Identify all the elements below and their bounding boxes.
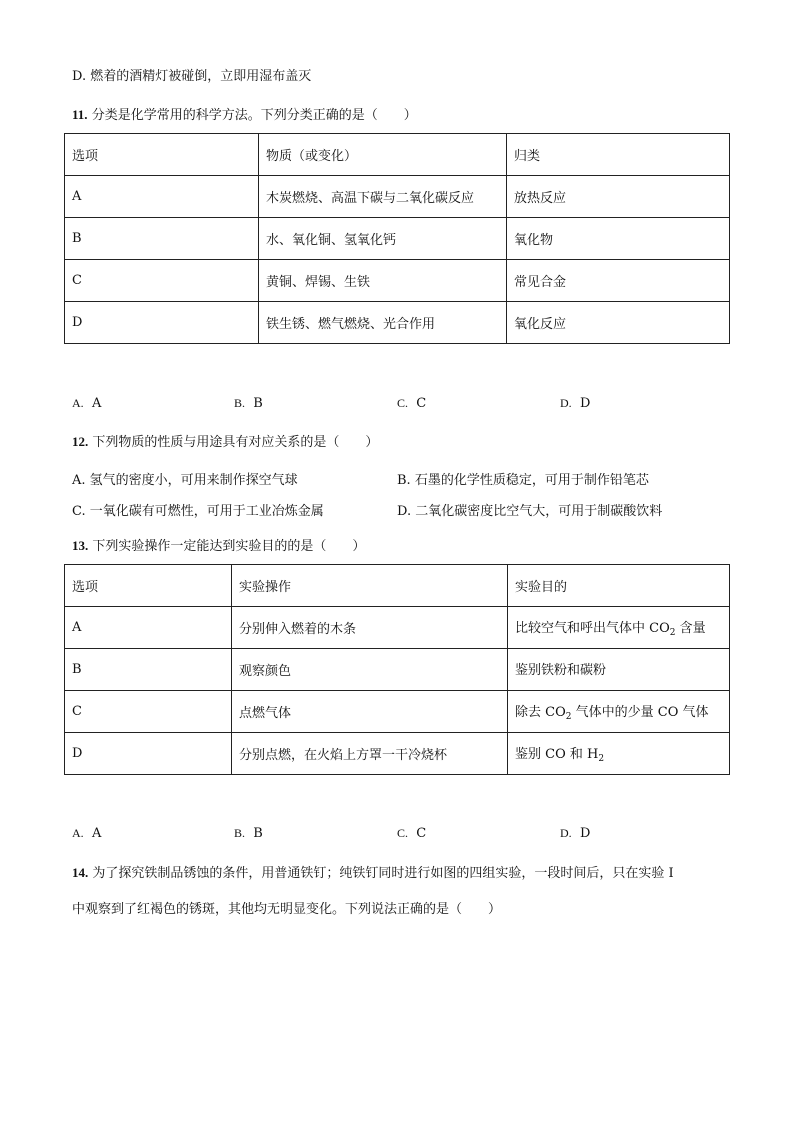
table-cell: B (65, 218, 259, 260)
table-header: 归类 (507, 134, 730, 176)
choice-letter: D. (560, 826, 572, 840)
table-header-row (65, 565, 730, 607)
choice-a[interactable] (72, 396, 101, 411)
table-cell: A (65, 607, 232, 649)
q13-table (64, 564, 730, 775)
table-row (65, 176, 730, 218)
question-number: 14. (72, 865, 89, 880)
question-number: 13. (72, 538, 89, 553)
choice-text: C (416, 396, 427, 411)
table-cell: 氧化物 (507, 218, 730, 260)
choice-text: B (253, 826, 263, 841)
table-cell: 比较空气和呼出气体中 $CO_2$ 含量 (508, 607, 730, 649)
table-row (65, 649, 730, 691)
choice-letter: B. (234, 396, 246, 410)
table-row (65, 260, 730, 302)
choice-text: B (253, 396, 263, 411)
choice-letter: B. (234, 826, 246, 840)
choice-a[interactable]: A. 氢气的密度小，可用来制作探空气球 (72, 473, 298, 488)
choice-text: D (579, 396, 591, 411)
table-cell: 鉴别 CO 和 $H_2$ (508, 733, 730, 775)
choice-letter: C. (397, 826, 409, 840)
choice-text: D (579, 826, 591, 841)
table-cell: 鉴别铁粉和碳粉 (508, 649, 730, 691)
table-row (65, 607, 730, 649)
question-text: 下列实验操作一定能达到实验目的的是（ ） (92, 539, 366, 554)
choice-letter: D. (560, 396, 572, 410)
table-header: 物质（或变化） (259, 134, 507, 176)
table-cell: C (65, 260, 259, 302)
table-cell: 分别伸入燃着的木条 (232, 607, 508, 649)
choice-d[interactable]: D. 二氧化碳密度比空气大，可用于制碳酸饮料 (397, 504, 663, 519)
q12-stem (72, 431, 378, 450)
q13-stem (72, 535, 365, 554)
choice-a[interactable] (72, 826, 101, 841)
choice-c[interactable]: C. 一氧化碳有可燃性，可用于工业冶炼金属 (72, 504, 324, 519)
table-cell: 黄铜、焊锡、生铁 (259, 260, 507, 302)
table-cell: A (65, 176, 259, 218)
table-header-row (65, 134, 730, 176)
question-text: 分类是化学常用的科学方法。下列分类正确的是（ ） (91, 108, 417, 123)
table-row (65, 691, 730, 733)
table-header: 实验操作 (232, 565, 508, 607)
table-cell: 分别点燃，在火焰上方罩一干冷烧杯 (232, 733, 508, 775)
question-text: 为了探究铁制品锈蚀的条件，用普通铁钉；纯铁钉同时进行如图的四组实验，一段时间后，只在实验 I (92, 866, 674, 881)
question-number: 12. (72, 434, 89, 449)
question-text: 下列物质的性质与用途具有对应关系的是（ ） (92, 435, 379, 450)
choice-d[interactable] (560, 396, 590, 411)
table-cell: 木炭燃烧、高温下碳与二氧化碳反应 (259, 176, 507, 218)
table-cell: 放热反应 (507, 176, 730, 218)
table-cell: D (65, 733, 232, 775)
question-number: 11. (72, 107, 88, 122)
table-cell: 铁生锈、燃气燃烧、光合作用 (259, 302, 507, 344)
choice-letter: C. (397, 396, 409, 410)
choice-letter: A. (72, 396, 84, 410)
choice-c[interactable] (397, 826, 426, 841)
q10-option-d: D. 燃着的酒精灯被碰倒，立即用湿布盖灭 (72, 69, 312, 84)
choice-b[interactable] (234, 396, 263, 411)
table-row (65, 733, 730, 775)
choice-text: C (416, 826, 427, 841)
choice-d[interactable] (560, 826, 590, 841)
q14-stem-line2: 中观察到了红褐色的锈斑，其他均无明显变化。下列说法正确的是（ ） (72, 902, 502, 917)
choice-text: A (91, 826, 102, 841)
table-header: 实验目的 (508, 565, 730, 607)
choice-b[interactable]: B. 石墨的化学性质稳定，可用于制作铅笔芯 (397, 473, 649, 488)
table-row (65, 302, 730, 344)
table-cell: 水、氧化铜、氢氧化钙 (259, 218, 507, 260)
choice-c[interactable] (397, 396, 426, 411)
table-cell: 观察颜色 (232, 649, 508, 691)
table-cell: 除去 $CO_2$ 气体中的少量 CO 气体 (508, 691, 730, 733)
table-cell: 氧化反应 (507, 302, 730, 344)
choice-letter: A. (72, 826, 84, 840)
choice-text: A (91, 396, 102, 411)
table-header: 选项 (65, 565, 232, 607)
q14-stem-line1 (72, 862, 674, 881)
table-cell: D (65, 302, 259, 344)
table-row (65, 218, 730, 260)
q11-table (64, 133, 730, 344)
table-cell: C (65, 691, 232, 733)
table-cell: B (65, 649, 232, 691)
q11-stem (72, 104, 417, 123)
table-header: 选项 (65, 134, 259, 176)
table-cell: 常见合金 (507, 260, 730, 302)
table-cell: 点燃气体 (232, 691, 508, 733)
choice-b[interactable] (234, 826, 263, 841)
